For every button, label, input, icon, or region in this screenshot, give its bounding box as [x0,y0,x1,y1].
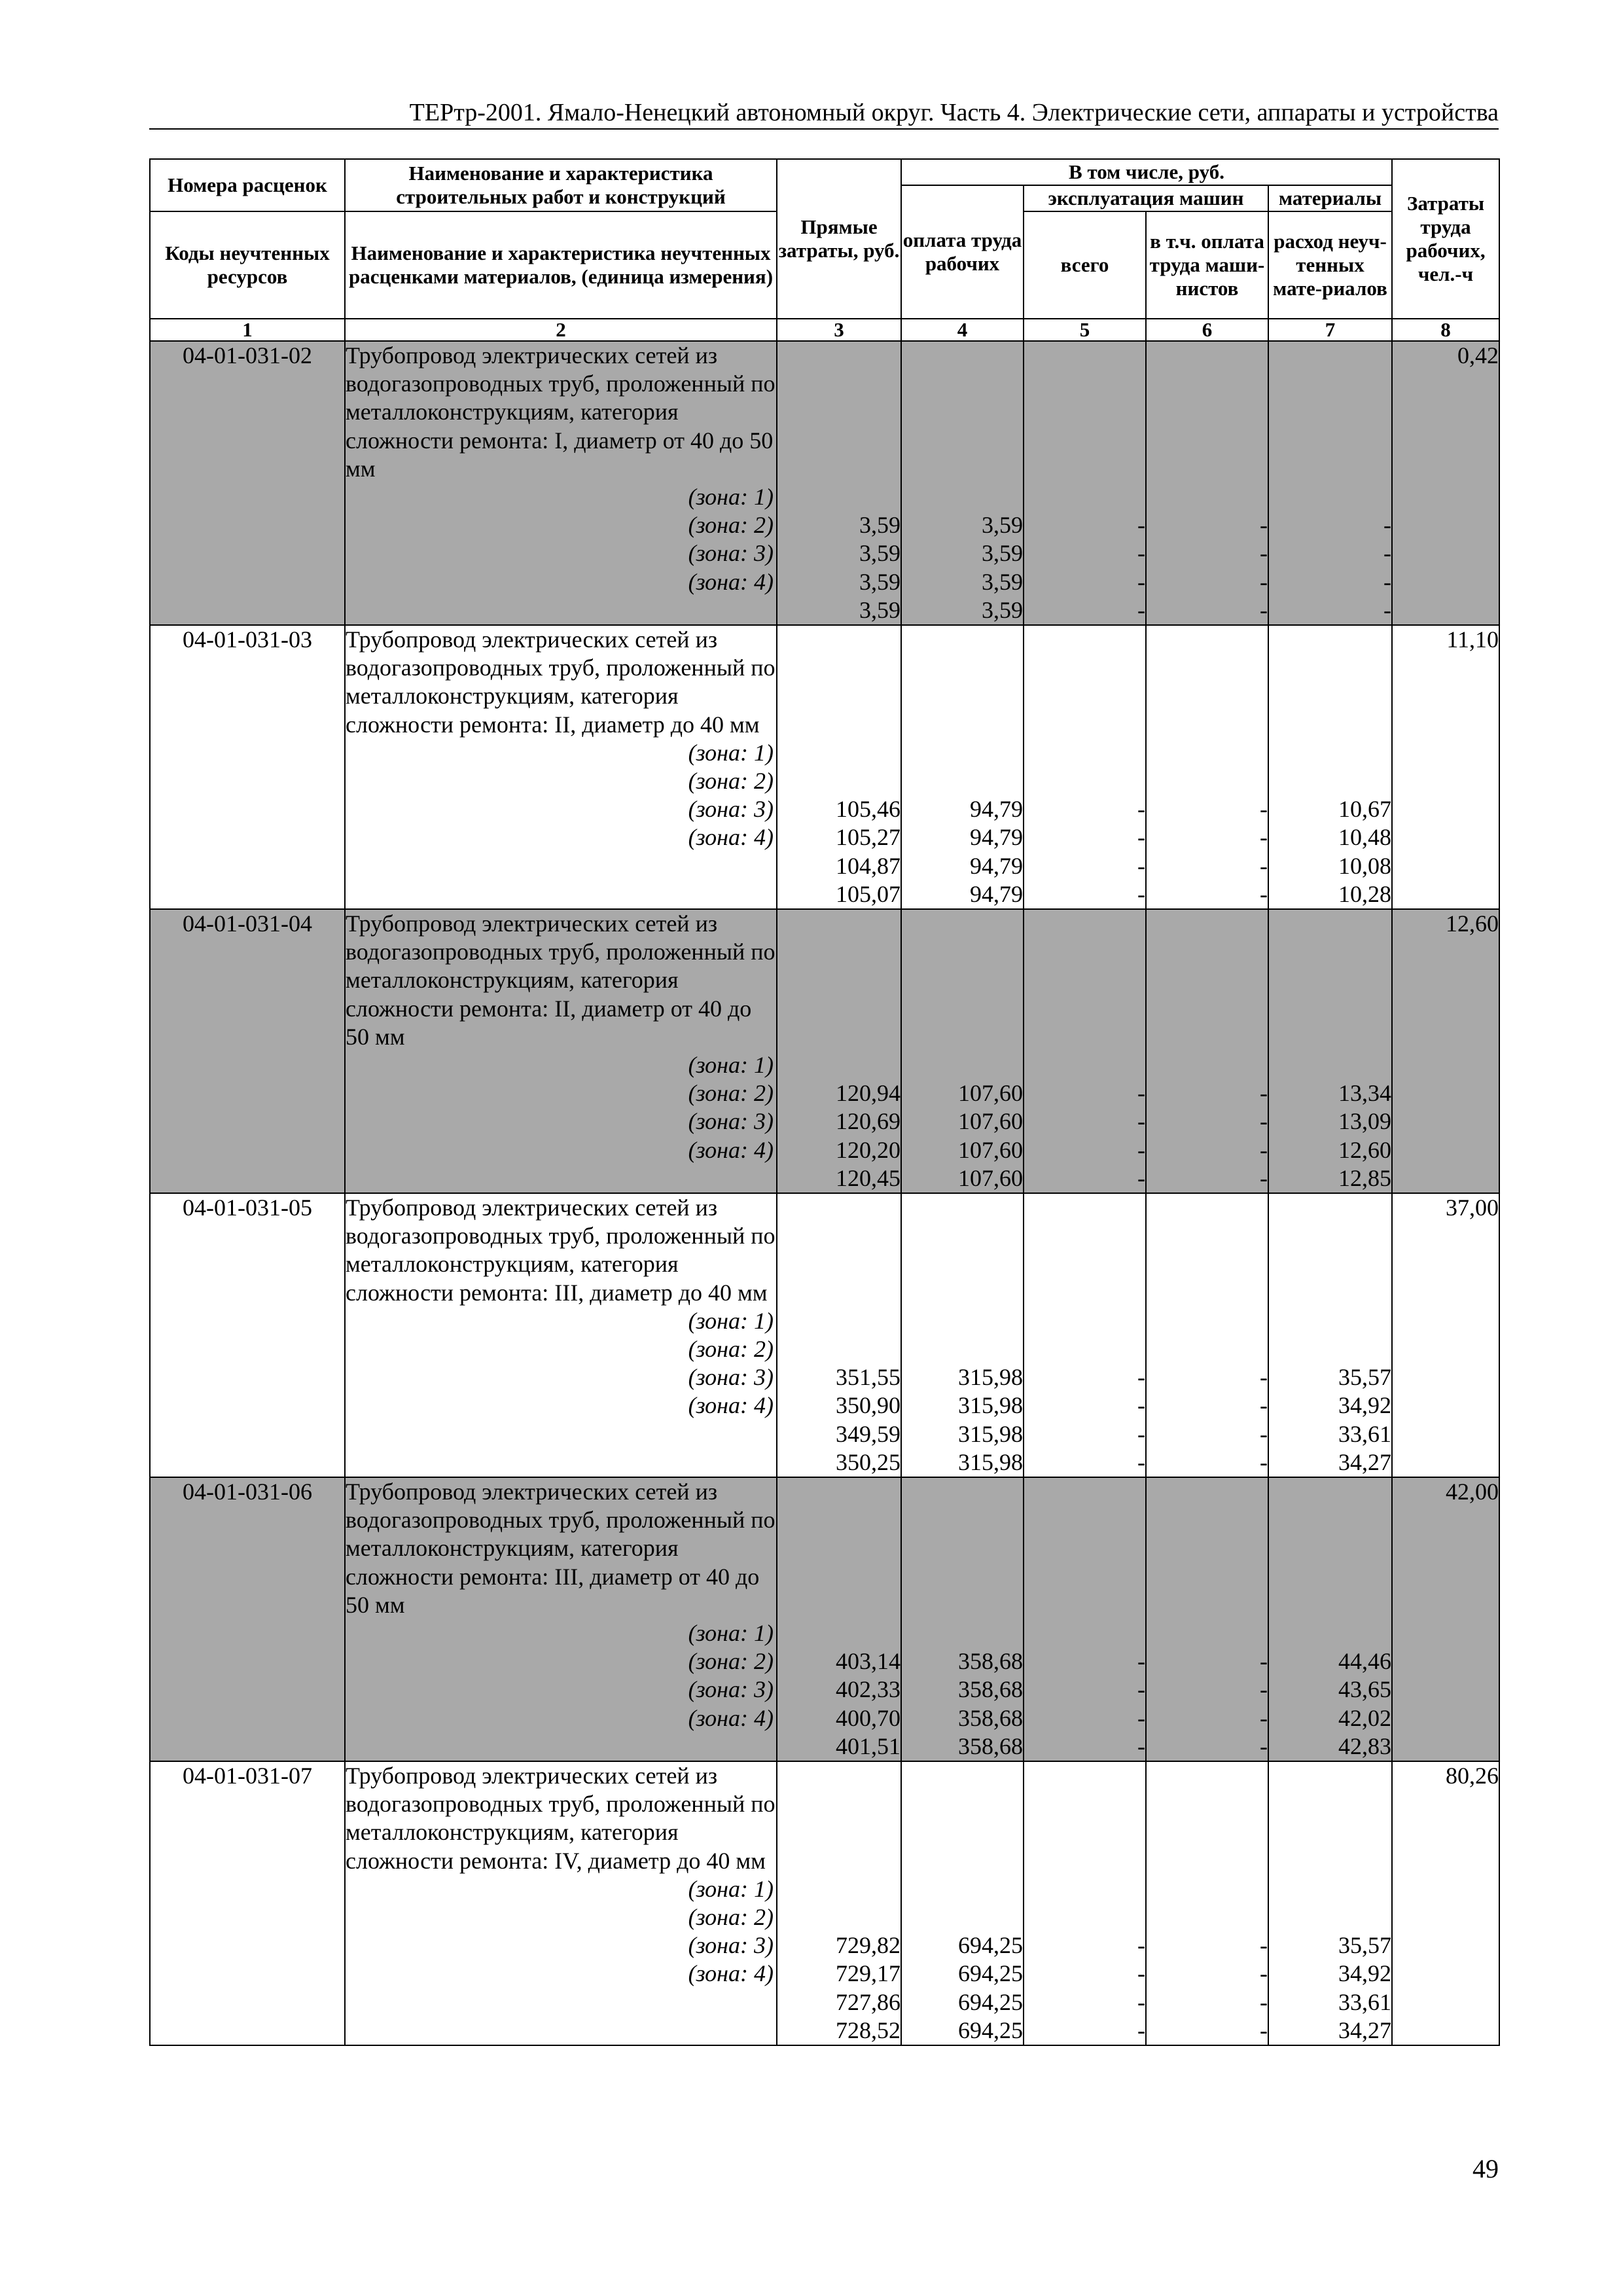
zone-label: (зона: 3) [688,1108,774,1135]
machine-wages-value: - [1260,1704,1268,1731]
rate-description: Трубопровод электрических сетей из водогазопроводных труб, проложенный по металлоконструкциям, категория сложности ремонта: II, диаметр до 40 мм [346,626,776,738]
direct-cost-value: 350,90 [836,1392,901,1419]
machine-total-cell [1024,909,1146,1193]
zone-label: (зона: 4) [688,568,774,595]
rate-code: 04-01-031-05 [150,1193,345,1477]
machine-total-value: - [1137,1988,1145,2015]
table-row [150,1761,1499,2045]
rate-description: Трубопровод электрических сетей из водогазопроводных труб, проложенный по металлоконструкциям, категория сложности ремонта: I, диаметр от 40 до 50 мм [346,342,776,482]
direct-cost-cell [777,909,901,1193]
materials-value: 34,27 [1338,1448,1392,1475]
machine-total-cell [1024,1477,1146,1761]
materials-value: 10,48 [1338,824,1392,851]
materials-cell [1268,1761,1392,2045]
materials-value: 12,85 [1338,1164,1392,1191]
direct-cost-value: 3,59 [859,512,901,539]
zone-label: (зона: 4) [688,1704,774,1731]
labor-cost-value: 42,00 [1392,1477,1499,1761]
zone-label: (зона: 1) [688,1307,774,1334]
header-labor-costs: Затраты труда рабочих, чел.-ч [1392,159,1499,319]
rate-description-cell [345,1477,777,1761]
direct-cost-cell [777,341,901,625]
wages-value: 694,25 [958,2017,1023,2043]
direct-cost-value: 403,14 [836,1648,901,1675]
header-materials-unaccounted: расход неуч-тенных мате-риалов [1268,211,1392,319]
zone-list [346,1051,776,1164]
machine-wages-value: - [1260,568,1268,595]
machine-wages-value: - [1260,1164,1268,1191]
rate-description-cell [345,1761,777,2045]
column-number: 5 [1024,319,1146,341]
machine-total-value: - [1137,1676,1145,1703]
direct-cost-value: 402,33 [836,1676,901,1703]
machine-wages-value: - [1260,1732,1268,1759]
rates-table [149,158,1500,2046]
direct-cost-value: 350,25 [836,1448,901,1475]
table-row [150,625,1499,909]
zone-label: (зона: 4) [688,824,774,851]
wages-value: 94,79 [970,852,1023,879]
wages-cell [901,625,1024,909]
machine-wages-value: - [1260,1080,1268,1107]
zone-list [346,1619,776,1732]
machine-wages-value: - [1260,2017,1268,2043]
table-row [150,1193,1499,1477]
machine-wages-value: - [1260,1448,1268,1475]
direct-cost-value: 3,59 [859,568,901,595]
direct-cost-value: 729,17 [836,1960,901,1987]
machine-total-value: - [1137,1448,1145,1475]
wages-value: 694,25 [958,1932,1023,1959]
zone-label: (зона: 4) [688,1136,774,1163]
materials-cell [1268,1193,1392,1477]
zone-list [346,1875,776,1988]
table-row [150,909,1499,1193]
materials-value: 13,34 [1338,1080,1392,1107]
zone-label: (зона: 1) [688,1620,774,1647]
materials-value: 34,27 [1338,2017,1392,2043]
column-number: 8 [1392,319,1499,341]
direct-cost-value: 120,20 [836,1136,901,1163]
zone-label: (зона: 3) [688,1932,774,1959]
header-machine-wages: в т.ч. оплата труда маши-нистов [1146,211,1268,319]
rate-description-cell [345,341,777,625]
direct-cost-value: 400,70 [836,1704,901,1731]
direct-cost-value: 728,52 [836,2017,901,2043]
zone-list [346,483,776,596]
zone-label: (зона: 2) [688,1904,774,1931]
machine-wages-cell [1146,909,1268,1193]
header-including: В том числе, руб. [901,159,1392,185]
zone-label: (зона: 2) [688,1080,774,1107]
machine-total-value: - [1137,1392,1145,1419]
machine-total-value: - [1137,1136,1145,1163]
materials-value: 44,46 [1338,1648,1392,1675]
machine-total-value: - [1137,2017,1145,2043]
machine-wages-value: - [1260,1420,1268,1447]
running-header: ТЕРтр-2001. Ямало-Ненецкий автономный округ. Часть 4. Электрические сети, аппараты и устройства [409,99,1499,126]
materials-value: - [1383,568,1392,595]
direct-cost-value: 729,82 [836,1932,901,1959]
machine-wages-cell [1146,1193,1268,1477]
zone-label: (зона: 2) [688,768,774,795]
rate-description-cell [345,1193,777,1477]
wages-value: 107,60 [958,1136,1023,1163]
labor-cost-value: 37,00 [1392,1193,1499,1477]
rate-code: 04-01-031-06 [150,1477,345,1761]
rate-description: Трубопровод электрических сетей из водогазопроводных труб, проложенный по металлоконструкциям, категория сложности ремонта: III, диаметр от 40 до 50 мм [346,1479,776,1618]
machine-total-value: - [1137,1960,1145,1987]
rate-code: 04-01-031-02 [150,341,345,625]
materials-value: 10,67 [1338,796,1392,823]
materials-value: 34,92 [1338,1392,1392,1419]
machine-total-value: - [1137,540,1145,567]
materials-value: 43,65 [1338,1676,1392,1703]
machine-total-value: - [1137,1364,1145,1391]
rate-description-cell [345,625,777,909]
materials-value: 42,02 [1338,1704,1392,1731]
machine-total-value: - [1137,1932,1145,1959]
column-number: 6 [1146,319,1268,341]
direct-cost-cell [777,1193,901,1477]
zone-label: (зона: 4) [688,1392,774,1419]
machine-wages-cell [1146,625,1268,909]
direct-cost-value: 349,59 [836,1420,901,1447]
wages-value: 107,60 [958,1164,1023,1191]
materials-value: 10,28 [1338,880,1392,907]
machine-total-value: - [1137,1420,1145,1447]
wages-value: 358,68 [958,1648,1023,1675]
machine-total-cell [1024,341,1146,625]
rate-code: 04-01-031-07 [150,1761,345,2045]
machine-wages-cell [1146,1761,1268,2045]
zone-label: (зона: 2) [688,512,774,539]
materials-value: 34,92 [1338,1960,1392,1987]
wages-value: 315,98 [958,1448,1023,1475]
wages-value: 94,79 [970,796,1023,823]
direct-cost-value: 105,46 [836,796,901,823]
wages-value: 3,59 [982,596,1023,623]
table-row [150,1477,1499,1761]
direct-cost-value: 351,55 [836,1364,901,1391]
rate-description: Трубопровод электрических сетей из водогазопроводных труб, проложенный по металлоконструкциям, категория сложности ремонта: IV, диаметр до 40 мм [346,1763,776,1874]
wages-value: 3,59 [982,512,1023,539]
materials-value: 13,09 [1338,1108,1392,1135]
column-number: 4 [901,319,1024,341]
rate-description: Трубопровод электрических сетей из водогазопроводных труб, проложенный по металлоконструкциям, категория сложности ремонта: II, диаметр от 40 до 50 мм [346,910,776,1050]
machine-total-cell [1024,625,1146,909]
materials-value: 10,08 [1338,852,1392,879]
rate-code: 04-01-031-03 [150,625,345,909]
machine-total-value: - [1137,596,1145,623]
machine-wages-value: - [1260,1988,1268,2015]
header-rate-numbers: Номера расценок [150,159,345,211]
direct-cost-value: 120,45 [836,1164,901,1191]
machine-wages-value: - [1260,1648,1268,1675]
machine-total-value: - [1137,852,1145,879]
table-row [150,341,1499,625]
machine-wages-value: - [1260,1960,1268,1987]
materials-cell [1268,341,1392,625]
wages-value: 3,59 [982,540,1023,567]
direct-cost-cell [777,625,901,909]
header-direct-costs: Прямые затраты, руб. [777,159,901,319]
direct-cost-cell [777,1761,901,2045]
zone-label: (зона: 1) [688,1052,774,1079]
materials-value: 33,61 [1338,1988,1392,2015]
direct-cost-cell [777,1477,901,1761]
materials-value: 12,60 [1338,1136,1392,1163]
rates-body [150,341,1499,2045]
zone-label: (зона: 4) [688,1960,774,1987]
zone-label: (зона: 2) [688,1336,774,1363]
zone-list [346,1307,776,1420]
zone-label: (зона: 1) [688,1875,774,1902]
rate-code: 04-01-031-04 [150,909,345,1193]
direct-cost-value: 104,87 [836,852,901,879]
header-machine-total: всего [1024,211,1146,319]
materials-value: - [1383,540,1392,567]
wages-cell [901,341,1024,625]
zone-label: (зона: 3) [688,540,774,567]
zone-label: (зона: 3) [688,1676,774,1703]
zone-label: (зона: 1) [688,484,774,511]
header-name-chars: Наименование и характеристика строительных работ и конструкций [345,159,777,211]
labor-cost-value: 12,60 [1392,909,1499,1193]
machine-wages-value: - [1260,824,1268,851]
labor-cost-value: 80,26 [1392,1761,1499,2045]
column-number: 3 [777,319,901,341]
machine-wages-value: - [1260,880,1268,907]
column-number: 7 [1268,319,1392,341]
wages-value: 107,60 [958,1080,1023,1107]
materials-value: 42,83 [1338,1732,1392,1759]
zone-label: (зона: 1) [688,739,774,766]
wages-value: 94,79 [970,824,1023,851]
rate-description-cell [345,909,777,1193]
machine-total-value: - [1137,1164,1145,1191]
machine-total-value: - [1137,824,1145,851]
wages-cell [901,1477,1024,1761]
machine-wages-value: - [1260,852,1268,879]
machine-wages-value: - [1260,1136,1268,1163]
materials-cell [1268,1477,1392,1761]
direct-cost-value: 105,07 [836,880,901,907]
machine-total-value: - [1137,1732,1145,1759]
zone-label: (зона: 3) [688,796,774,823]
materials-value: - [1383,596,1392,623]
machine-total-value: - [1137,512,1145,539]
direct-cost-value: 120,94 [836,1080,901,1107]
header-resource-codes: Коды неучтенных ресурсов [150,211,345,319]
wages-value: 107,60 [958,1108,1023,1135]
wages-cell [901,1193,1024,1477]
column-number: 2 [345,319,777,341]
wages-value: 3,59 [982,568,1023,595]
machine-wages-value: - [1260,1392,1268,1419]
wages-value: 358,68 [958,1732,1023,1759]
zone-label: (зона: 2) [688,1648,774,1675]
column-number: 1 [150,319,345,341]
machine-wages-value: - [1260,540,1268,567]
page-number: 49 [1472,2154,1499,2183]
wages-value: 694,25 [958,1988,1023,2015]
rate-description: Трубопровод электрических сетей из водогазопроводных труб, проложенный по металлоконструкциям, категория сложности ремонта: III, диаметр до 40 мм [346,1194,776,1306]
machine-wages-value: - [1260,1364,1268,1391]
wages-value: 315,98 [958,1392,1023,1419]
wages-value: 358,68 [958,1676,1023,1703]
machine-wages-value: - [1260,512,1268,539]
machine-total-value: - [1137,568,1145,595]
machine-wages-value: - [1260,1932,1268,1959]
direct-cost-value: 120,69 [836,1108,901,1135]
wages-value: 94,79 [970,880,1023,907]
machine-total-value: - [1137,880,1145,907]
wages-value: 315,98 [958,1364,1023,1391]
materials-value: - [1383,512,1392,539]
wages-value: 358,68 [958,1704,1023,1731]
labor-cost-value: 0,42 [1392,341,1499,625]
machine-wages-cell [1146,341,1268,625]
direct-cost-value: 727,86 [836,1988,901,2015]
machine-wages-value: - [1260,1676,1268,1703]
header-rule [149,128,1499,130]
wages-cell [901,1761,1024,2045]
materials-cell [1268,909,1392,1193]
machine-wages-value: - [1260,796,1268,823]
header-machine-operation: эксплуатация машин [1024,185,1268,211]
machine-total-value: - [1137,796,1145,823]
machine-wages-cell [1146,1477,1268,1761]
materials-value: 33,61 [1338,1420,1392,1447]
machine-total-value: - [1137,1080,1145,1107]
direct-cost-value: 105,27 [836,824,901,851]
wages-value: 694,25 [958,1960,1023,1987]
machine-total-cell [1024,1193,1146,1477]
wages-value: 315,98 [958,1420,1023,1447]
machine-wages-value: - [1260,596,1268,623]
header-material-names: Наименование и характеристика неучтенных расценками материалов, (единица измерения) [345,211,777,319]
header-wages: оплата труда рабочих [901,185,1024,319]
machine-total-value: - [1137,1704,1145,1731]
machine-wages-value: - [1260,1108,1268,1135]
direct-cost-value: 3,59 [859,540,901,567]
materials-cell [1268,625,1392,909]
wages-cell [901,909,1024,1193]
header-materials: материалы [1268,185,1392,211]
materials-value: 35,57 [1338,1364,1392,1391]
machine-total-value: - [1137,1108,1145,1135]
machine-total-value: - [1137,1648,1145,1675]
zone-list [346,739,776,852]
zone-label: (зона: 3) [688,1364,774,1391]
labor-cost-value: 11,10 [1392,625,1499,909]
direct-cost-value: 401,51 [836,1732,901,1759]
direct-cost-value: 3,59 [859,596,901,623]
materials-value: 35,57 [1338,1932,1392,1959]
machine-total-cell [1024,1761,1146,2045]
